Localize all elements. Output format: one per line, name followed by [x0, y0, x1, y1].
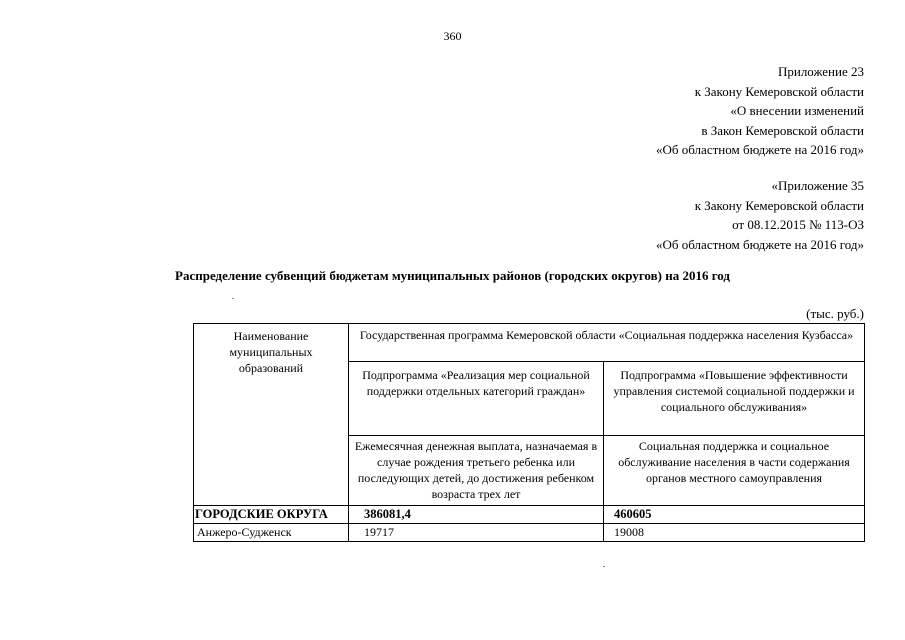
appendix-line: от 08.12.2015 № 113-ОЗ	[732, 217, 864, 232]
row-value-a: 19717	[349, 524, 604, 542]
appendix-line: «Об областном бюджете на 2016 год»	[656, 142, 864, 157]
column-header-municipality: Наименование муниципальных образований	[194, 324, 349, 506]
document-title: Распределение субвенций бюджетам муниципальных районов (городских округов) на 2016 год	[175, 268, 730, 283]
column-header-measure-b: Социальная поддержка и социальное обслуживание населения в части содержания органов местного самоуправления	[604, 436, 865, 506]
scan-speck	[603, 566, 605, 567]
table-header-row	[194, 324, 865, 362]
column-header-measure-a: Ежемесячная денежная выплата, назначаемая в случае рождения третьего ребенка или последующих детей, до достижения ребенком возраста трех лет	[349, 436, 604, 506]
appendix-line: Приложение 23	[777, 64, 864, 79]
column-header-program: Государственная программа Кемеровской области «Социальная поддержка населения Кузбасса»	[349, 324, 865, 362]
row-value-b: 19008	[604, 524, 865, 542]
column-header-subprogram-b: Подпрограмма «Повышение эффективности управления системой социальной поддержки и социального обслуживания»	[604, 362, 865, 436]
row-name: ГОРОДСКИЕ ОКРУГА	[194, 506, 349, 524]
appendix-line: «О внесении изменений	[730, 103, 864, 118]
page-number: 360	[443, 29, 462, 43]
appendix-line: в Закон Кемеровской области	[701, 122, 864, 138]
table-row-total	[194, 506, 865, 524]
appendix-line: «Приложение 35	[771, 178, 864, 193]
row-value-b: 460605	[604, 506, 865, 524]
appendix-header-current	[656, 62, 864, 160]
units-label: (тыс. руб.)	[806, 306, 864, 321]
subvention-table	[193, 323, 865, 542]
appendix-header-original	[656, 176, 864, 254]
row-name: Анжеро-Судженск	[194, 524, 349, 542]
table-row	[194, 524, 865, 542]
row-value-a: 386081,4	[349, 506, 604, 524]
column-header-subprogram-a: Подпрограмма «Реализация мер социальной поддержки отдельных категорий граждан»	[349, 362, 604, 436]
scan-speck	[232, 298, 234, 299]
appendix-line: «Об областном бюджете на 2016 год»	[656, 236, 864, 252]
appendix-line: к Закону Кемеровской области	[694, 197, 864, 213]
appendix-line: к Закону Кемеровской области	[694, 83, 864, 99]
